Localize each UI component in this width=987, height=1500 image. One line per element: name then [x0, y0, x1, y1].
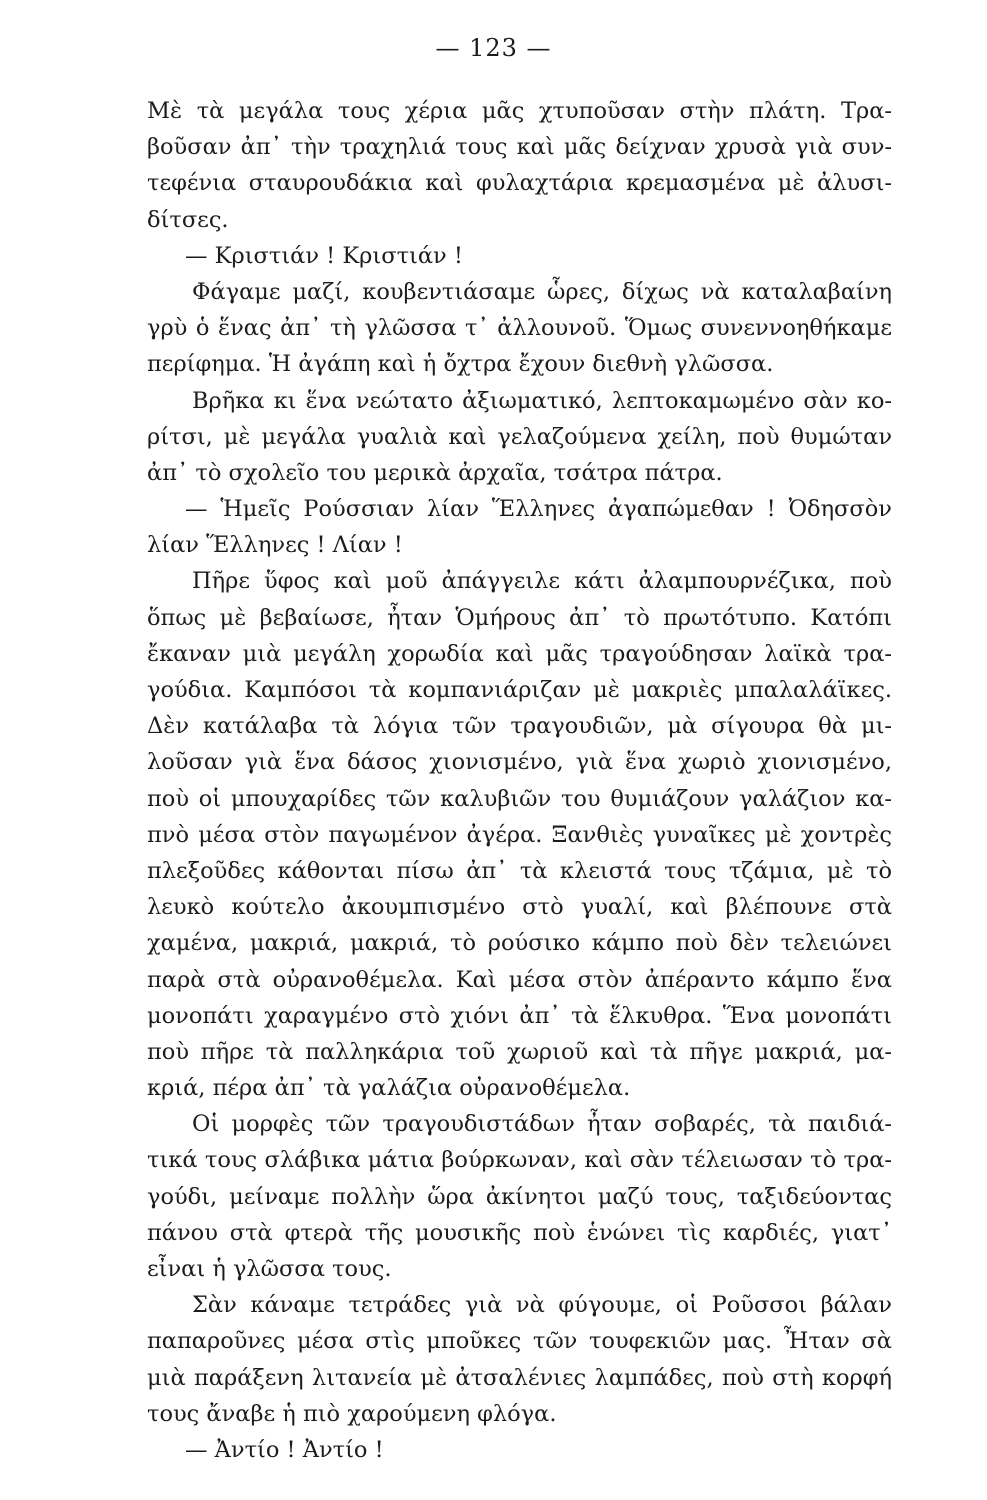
text-line: ἔκαναν μιὰ μεγάλη χορωδία καὶ μᾶς τραγούδησαν λαϊκὰ τρα-: [147, 640, 892, 667]
text-line: γούδι, μείναμε πολλὴν ὥρα ἀκίνητοι μαζύ τους, ταξιδεύοντας: [147, 1183, 892, 1210]
text-line: λοῦσαν γιὰ ἕνα δάσος χιονισμένο, γιὰ ἕνα χωριὸ χιονισμένο,: [147, 749, 892, 776]
text-line: Φάγαμε μαζί, κουβεντιάσαμε ὧρες, δίχως νὰ καταλαβαίνη: [192, 278, 892, 305]
text-line: Πῆρε ὕφος καὶ μοῦ ἀπάγγειλε κάτι ἀλαμπουρνέζικα, ποὺ: [192, 568, 892, 595]
text-line: ποὺ πῆρε τὰ παλληκάρια τοῦ χωριοῦ καὶ τὰ πῆγε μακριά, μα-: [147, 1038, 892, 1065]
text-line: ὅπως μὲ βεβαίωσε, ἦταν Ὁμήρους ἀπ᾿ τὸ πρωτότυπο. Κατόπι: [147, 604, 892, 631]
text-line: ρίτσι, μὲ μεγάλα γυαλιὰ καὶ γελαζούμενα χείλη, ποὺ θυμώταν: [147, 423, 892, 450]
body-text: [147, 93, 892, 1468]
text-line: παρὰ στὰ οὐρανοθέμελα. Καὶ μέσα στὸν ἀπέραντο κάμπο ἕνα: [147, 966, 892, 993]
text-line: τους ἄναβε ἡ πιὸ χαρούμενη φλόγα.: [147, 1400, 557, 1427]
text-line: περίφημα. Ἡ ἀγάπη καὶ ἡ ὄχτρα ἔχουν διεθνὴ γλῶσσα.: [147, 351, 774, 378]
text-line: Σὰν κάναμε τετράδες γιὰ νὰ φύγουμε, οἱ Ροῦσσοι βάλαν: [192, 1292, 892, 1319]
text-line: χαμένα, μακριά, μακριά, τὸ ρούσικο κάμπο ποὺ δὲν τελειώνει: [147, 930, 892, 957]
text-line: δίτσες.: [147, 206, 229, 233]
page-number: — 123 —: [435, 34, 552, 62]
text-line: ἀπ᾿ τὸ σχολεῖο του μερικὰ ἀρχαῖα, τσάτρα πάτρα.: [147, 459, 723, 486]
text-line: — Ἀντίο ! Ἀντίο !: [185, 1436, 384, 1463]
text-line: Δὲν κατάλαβα τὰ λόγια τῶν τραγουδιῶν, μὰ σίγουρα θὰ μι-: [147, 713, 892, 740]
text-line: γρὺ ὁ ἕνας ἀπ᾿ τὴ γλῶσσα τ᾿ ἀλλουνοῦ. Ὅμως συνεννοηθήκαμε: [147, 315, 892, 342]
text-line: — Κριστιάν ! Κριστιάν !: [185, 242, 463, 269]
text-line: λίαν Ἕλληνες ! Λίαν !: [147, 532, 403, 559]
text-line: τικά τους σλάβικα μάτια βούρκωναν, καὶ σὰν τέλειωσαν τὸ τρα-: [147, 1147, 892, 1174]
text-line: πάνου στὰ φτερὰ τῆς μουσικῆς ποὺ ἑνώνει τὶς καρδιές, γιατ᾿: [147, 1219, 892, 1246]
text-line: Βρῆκα κι ἕνα νεώτατο ἀξιωματικό, λεπτοκαμωμένο σὰν κο-: [192, 387, 892, 414]
text-line: Μὲ τὰ μεγάλα τους χέρια μᾶς χτυποῦσαν στὴν πλάτη. Τρα-: [147, 98, 892, 124]
text-line: τεφένια σταυρουδάκια καὶ φυλαχτάρια κρεμασμένα μὲ ἀλυσι-: [147, 170, 892, 197]
text-line: βοῦσαν ἀπ᾿ τὴν τραχηλιά τους καὶ μᾶς δείχναν χρυσὰ γιὰ συν-: [147, 134, 892, 161]
text-line: πλεξοῦδες κάθονται πίσω ἀπ᾿ τὰ κλειστά τους τζάμια, μὲ τὸ: [147, 857, 892, 884]
text-line: εἶναι ἡ γλῶσσα τους.: [147, 1256, 392, 1282]
text-line: παπαροῦνες μέσα στὶς μποῦκες τῶν τουφεκιῶν μας. Ἦταν σὰ: [147, 1328, 892, 1355]
text-line: — Ἡμεῖς Ρούσσιαν λίαν Ἕλληνες ἀγαπώμεθαν ! Ὀδησσὸν: [185, 496, 892, 523]
text-line: Οἱ μορφὲς τῶν τραγουδιστάδων ἦταν σοβαρές, τὰ παιδιά-: [192, 1111, 892, 1138]
text-line: γούδια. Καμπόσοι τὰ κομπανιάριζαν μὲ μακριὲς μπαλαλάϊκες.: [147, 677, 892, 703]
text-line: λευκὸ κούτελο ἀκουμπισμένο στὸ γυαλί, καὶ βλέπουνε στὰ: [147, 894, 892, 921]
text-line: μονοπάτι χαραγμένο στὸ χιόνι ἀπ᾿ τὰ ἕλκυθρα. Ἕνα μονοπάτι: [147, 1002, 892, 1029]
text-line: ποὺ οἱ μπουχαρίδες τῶν καλυβιῶν του θυμιάζουν γαλάζιον κα-: [147, 785, 892, 812]
text-line: μιὰ παράξενη λιτανεία μὲ ἀτσαλένιες λαμπάδες, ποὺ στὴ κορφή: [147, 1364, 892, 1391]
text-line: κριά, πέρα ἀπ᾿ τὰ γαλάζια οὐρανοθέμελα.: [147, 1075, 631, 1102]
text-line: πνὸ μέσα στὸν παγωμένον ἀγέρα. Ξανθιὲς γυναῖκες μὲ χοντρὲς: [147, 821, 892, 848]
